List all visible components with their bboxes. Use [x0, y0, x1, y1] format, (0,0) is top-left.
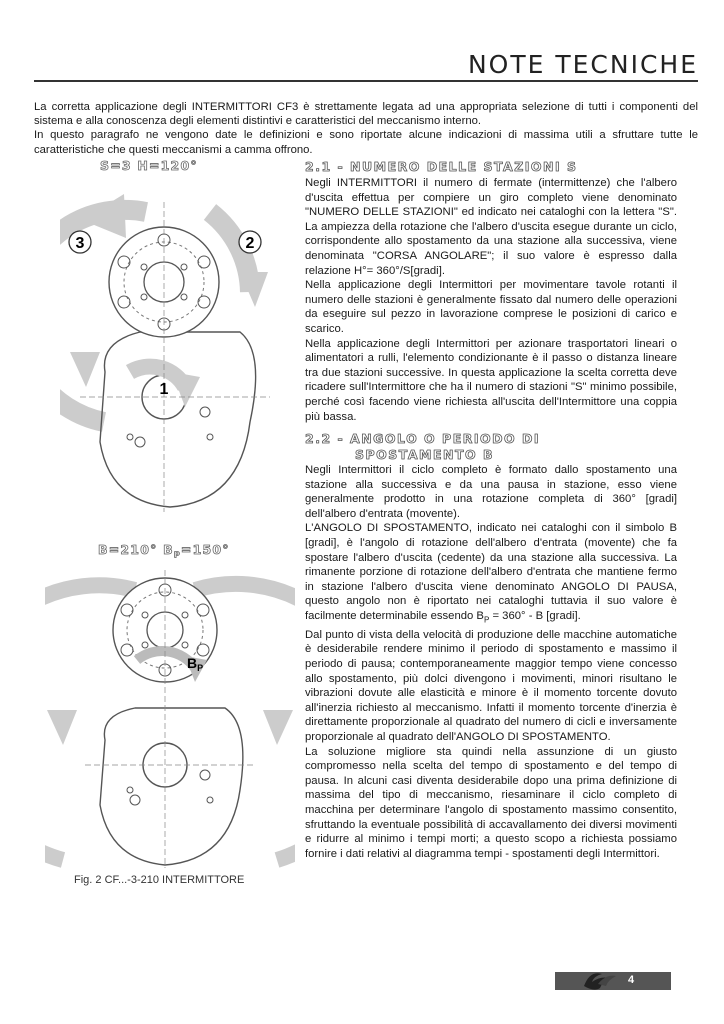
bp-inner-label: B [187, 655, 198, 671]
section-2-heading-line-2: SPOSTAMENTO B [355, 447, 494, 462]
section-1-paragraph-2: Nella applicazione degli Intermittori per movimentare tavole rotanti il numero delle stazioni è generalmente fissato dal numero delle operazioni da eseguire sul pezzo in lavorazione comprese le posizioni di carico e scarico. [305, 279, 677, 335]
section-2-paragraph-2 [305, 521, 677, 627]
title-rule [34, 80, 698, 82]
section-2-paragraph-3: Dal punto di vista della velocità di produzione delle macchine automatiche è desiderabile rendere minimo il periodo di spostamento e massimo il periodo di pausa; contemporaneamente maggior tempo viene concesso allo spostamento, più dolci divengono i movimenti, minori risultano le vibrazioni dovute alle elasticità e minore è il momento torcente dovuto all'inerzia richiesto al meccanismo. Infatti il momento torcente d'inerzia è direttamente proporzionale al quadrato del numero di cicli e inversamente proporzionale al quadrato dell'ANGOLO DI SPOSTAMENTO. [305, 628, 677, 743]
bp-inner-sub: P [197, 663, 204, 673]
page-title: NOTE TECNICHE [467, 50, 698, 79]
figure-2-label [98, 542, 230, 560]
section-2-paragraph-1: Negli Intermittori il ciclo completo è formato dallo spostamento una stazione alla successiva e da una pausa in stazione, esso viene generalmente prodotto in una rotazione completa di 360° [gradi] dell'albero d'entrata (movente). [305, 464, 677, 520]
intro-paragraph-2: In questo paragrafo ne vengono date le definizioni e sono riportate alcune indicazioni di massima utili a sfruttare tutte le caratteristiche che questi meccanismi a camma offrono. [34, 129, 698, 156]
station-3-label: 3 [75, 235, 85, 252]
station-1-label: 1 [159, 381, 169, 398]
brand-logo-icon [580, 966, 620, 994]
figure-2-diagram [45, 560, 295, 870]
section-2-heading-line-1: 2.2 - ANGOLO O PERIODO DI [305, 431, 541, 446]
section-2-paragraph-2b: = 360° - B [gradi]. [489, 609, 581, 622]
figure-2-label-sub: P [173, 550, 181, 560]
figure-2-label-b: B=210° B [98, 542, 174, 557]
station-2-label: 2 [245, 235, 255, 252]
intro-text [34, 100, 698, 157]
section-1-paragraph-1: Negli INTERMITTORI il numero di fermate (intermittenze) che l'albero d'uscita effettua per compiere un giro completo viene denominato "NUMERO DELLE STAZIONI" ed indicato nei cataloghi con la lettera "S". La ampiezza della rotazione che l'albero d'uscita esegue durante un ciclo, corrispondente allo spostamento da una stazione alla successiva, viene denominata "CORSA ANGOLARE"; il suo valore è espresso dalla relazione H°= 360°/S[gradi]. [305, 177, 677, 277]
section-2-paragraph-2a: L'ANGOLO DI SPOSTAMENTO, indicato nei cataloghi con il simbolo B [gradi], è l'angolo di rotazione dell'albero d'entrata (movente) che fa spostare l'albero d'uscita (cedente) da una stazione alla successiva. La rimanente porzione di rotazione dell'albero d'entrata che mantiene fermo in stazione l'albero d'uscita viene denominato ANGOLO DI PAUSA, questo angolo non è riportato nei cataloghi tuttavia il suo valore è facilmente determinabile essendo B [305, 522, 677, 622]
figure-2-label-end: =150° [180, 542, 230, 557]
figure-caption: Fig. 2 CF...-3-210 INTERMITTORE [74, 874, 245, 886]
section-1-body [305, 176, 677, 424]
section-1-paragraph-3: Nella applicazione degli Intermittori per azionare trasportatori lineari o alimentatori a rulli, l'elemento condizionante è il passo o distanza lineare tra due stazioni successive. In questa applicazione la scelta corretta deve ricadere sull'Intermittore che ha il numero di stazioni "S" minimo possibile, perché così facendo viene richiesta all'uscita dell'Intermittore una coppia più bassa. [305, 337, 677, 423]
section-1-heading: 2.1 - NUMERO DELLE STAZIONI S [305, 159, 578, 174]
bp-subscript: P [483, 615, 490, 625]
figure-1-diagram [60, 172, 290, 524]
page-number: 4 [628, 974, 635, 986]
section-2-paragraph-4: La soluzione migliore sta quindi nella assunzione di un giusto compromesso nella scelta del tempo di spostamento e del tempo di pausa. In alcuni casi diventa desiderabile dopo una prima definizione di massima del tipo di meccanismo, riesaminare il ciclo completo di macchina per determinare l'angolo di spostamento massimo consentito, sfruttando la eventuale possibilità di accavallamento dei diversi movimenti e ridurre al minimo i tempi morti; a questo scopo a richiesta possiamo fornire i dati relativi al diagramma tempi - spostamenti degli Intermittori. [305, 745, 677, 860]
section-2-body [305, 463, 677, 861]
figure-1-label: S=3 H=120° [100, 158, 198, 173]
intro-paragraph-1: La corretta applicazione degli INTERMITTORI CF3 è strettamente legata ad una appropriata selezione di tutti i componenti del sistema e alla conoscenza degli elementi distintivi e caratteristici del meccanismo interno. [34, 101, 698, 128]
